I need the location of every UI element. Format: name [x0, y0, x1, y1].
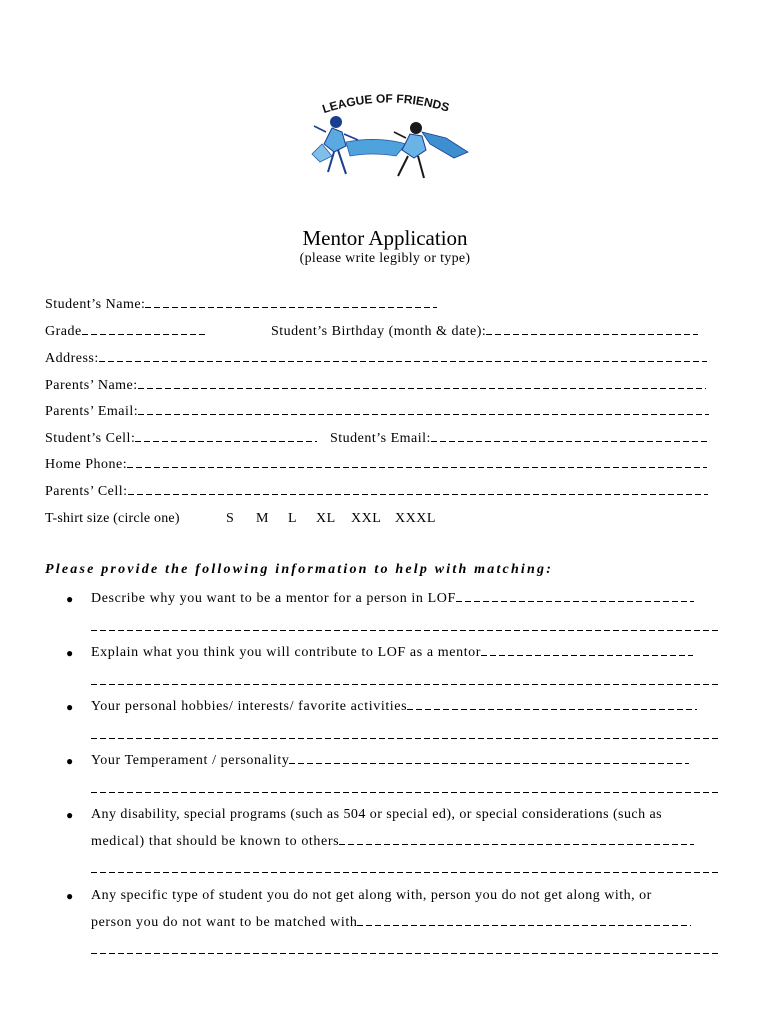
grade-label: Grade [45, 324, 82, 339]
matching-item-1-answer-line[interactable] [91, 630, 720, 631]
matching-item-2-answer-line[interactable] [91, 684, 720, 685]
matching-item-5-field[interactable] [339, 834, 694, 845]
matching-item-6-answer-line[interactable] [91, 953, 720, 954]
tshirt-size-xxxl[interactable]: XXXL [395, 511, 436, 526]
page-title: Mentor Application [302, 226, 468, 250]
matching-item-3-text: Your personal hobbies/ interests/ favorite activities [91, 699, 408, 714]
tshirt-size-m[interactable]: M [256, 511, 269, 526]
home-phone-row [45, 456, 707, 474]
tshirt-size-s[interactable]: S [226, 511, 235, 526]
matching-item-4-field[interactable] [289, 753, 689, 764]
parents-name-field[interactable] [138, 378, 706, 389]
matching-item-2 [91, 644, 693, 662]
matching-item-1 [91, 590, 694, 608]
student-cell-label: Student’s Cell: [45, 431, 136, 446]
birthday-row [271, 323, 698, 341]
bullet-icon: ● [66, 808, 74, 822]
bullet-icon: ● [66, 646, 74, 660]
matching-item-2-text: Explain what you think you will contribute to LOF as a mentor [91, 645, 482, 660]
matching-item-1-field[interactable] [456, 591, 694, 602]
tshirt-size-l[interactable]: L [288, 511, 298, 526]
address-label: Address: [45, 351, 99, 366]
tshirt-label: T-shirt size (circle one) [45, 511, 180, 526]
parents-cell-label: Parents’ Cell: [45, 484, 128, 499]
parents-cell-field[interactable] [128, 484, 708, 495]
student-cell-field[interactable] [135, 431, 317, 442]
matching-item-5-line2 [91, 833, 694, 851]
bullet-icon: ● [66, 889, 74, 903]
matching-item-2-field[interactable] [481, 645, 693, 656]
matching-item-3-field[interactable] [407, 699, 697, 710]
matching-item-5-answer-line[interactable] [91, 872, 720, 873]
bullet-icon: ● [66, 700, 74, 714]
matching-item-5-text-2: medical) that should be known to others [91, 834, 340, 849]
matching-item-1-text: Describe why you want to be a mentor for a person in LOF [91, 591, 456, 606]
matching-item-4-answer-line[interactable] [91, 792, 720, 793]
matching-item-6-text-2: person you do not want to be matched with [91, 915, 358, 930]
parents-email-label: Parents’ Email: [45, 404, 139, 419]
student-cell-row [45, 430, 317, 448]
matching-item-4-text: Your Temperament / personality [91, 753, 290, 768]
matching-item-4 [91, 752, 689, 770]
matching-item-3-answer-line[interactable] [91, 738, 720, 739]
matching-heading: Please provide the following information to help with matching: [45, 562, 554, 577]
matching-item-6-text: Any specific type of student you do not get along with, person you do not get along with, or [91, 888, 652, 903]
bullet-icon: ● [66, 754, 74, 768]
parents-email-field[interactable] [138, 404, 709, 415]
matching-item-3 [91, 698, 697, 716]
student-email-label: Student’s Email: [330, 431, 431, 446]
league-of-friends-logo [298, 92, 476, 188]
student-email-field[interactable] [431, 431, 709, 442]
parents-name-label: Parents’ Name: [45, 378, 138, 393]
logo-text: LEAGUE OF FRIENDS [320, 92, 451, 117]
birthday-label: Student’s Birthday (month & date): [271, 324, 487, 339]
parents-email-row [45, 403, 709, 421]
student-email-row [330, 430, 709, 448]
address-row [45, 350, 707, 368]
home-phone-label: Home Phone: [45, 457, 128, 472]
matching-item-6-line2 [91, 914, 691, 932]
home-phone-field[interactable] [127, 457, 707, 468]
matching-item-5-text: Any disability, special programs (such as 504 or special ed), or special considerations (such as [91, 807, 663, 822]
tshirt-row [45, 510, 465, 528]
grade-field[interactable] [82, 324, 206, 335]
tshirt-size-xxl[interactable]: XXL [351, 511, 382, 526]
parents-name-row [45, 377, 706, 395]
student-name-field[interactable] [145, 297, 437, 308]
matching-item-6-field[interactable] [357, 915, 691, 926]
address-field[interactable] [99, 351, 707, 362]
matching-item-6 [91, 887, 652, 905]
page-subtitle: (please write legibly or type) [299, 251, 471, 266]
student-name-row [45, 296, 437, 314]
bullet-icon: ● [66, 592, 74, 606]
grade-row [45, 323, 206, 341]
tshirt-size-xl[interactable]: XL [316, 511, 336, 526]
student-name-label: Student’s Name: [45, 297, 146, 312]
parents-cell-row [45, 483, 708, 501]
birthday-field[interactable] [486, 324, 698, 335]
matching-item-5 [91, 806, 662, 824]
cape-icon [346, 139, 406, 156]
right-figure-icon [394, 122, 468, 178]
